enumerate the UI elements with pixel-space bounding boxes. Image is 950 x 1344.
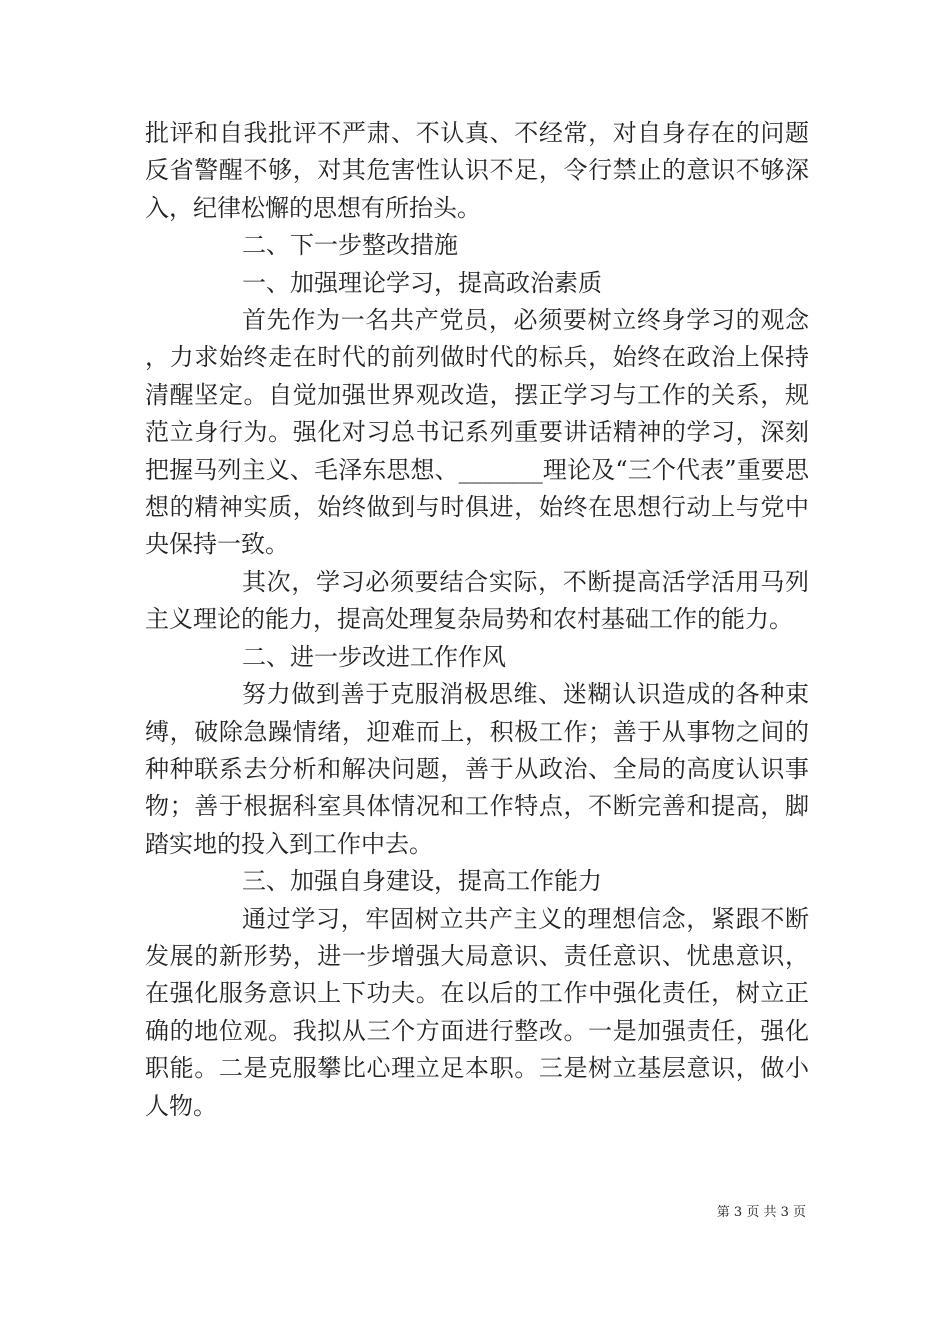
subheading-theory-study: 一、加强理论学习，提高政治素质 — [242, 268, 602, 297]
page-number-footer: 第 3 页 共 3 页 — [716, 1205, 806, 1220]
paragraph-work-style: 努力做到善于克服消极思维、迷糊认识造成的各种束缚，破除急躁情绪，迎难而上，积极工作；善于从事物之间的种种联系去分析和解决问题，善于从政治、全局的高度认识事物；善于根据科室具体情况和工作特点，不断完善和提高，脚踏实地的投入到工作中去。 — [145, 680, 809, 858]
paragraph-continued: 批评和自我批评不严肃、不认真、不经常，对自身存在的问题反省警醒不够，对其危害性认识不足，令行禁止的意识不够深入，纪律松懈的思想有所抬头。 — [145, 119, 809, 222]
paragraph-theory-study: 首先作为一名共产党员，必须要树立终身学习的观念，力求始终走在时代的前列做时代的标兵，始终在政治上保持清醒坚定。自觉加强世界观改造，摆正学习与工作的关系，规范立身行为。强化对习总书记系列重要讲话精神的学习，深刻把握马列主义、毛泽东思想、_______理论及“三个代表”重要思想的精神实质，始终做到与时俱进，始终在思想行动上与党中央保持一致。 — [145, 306, 809, 559]
document-body — [145, 115, 809, 1125]
subheading-work-style: 二、进一步改进工作作风 — [242, 642, 506, 671]
section-heading-next-steps: 二、下一步整改措施 — [242, 231, 458, 260]
paragraph-self-building: 通过学习，牢固树立共产主义的理想信念，紧跟不断发展的新形势，进一步增强大局意识、责任意识、忧患意识，在强化服务意识上下功夫。在以后的工作中强化责任，树立正确的地位观。我拟从三个方面进行整改。一是加强责任，强化职能。二是克服攀比心理立足本职。三是树立基层意识，做小人物。 — [145, 904, 809, 1120]
subheading-self-building: 三、加强自身建设，提高工作能力 — [242, 867, 602, 896]
paragraph-practice: 其次，学习必须要结合实际，不断提高活学活用马列主义理论的能力，提高处理复杂局势和农村基础工作的能力。 — [145, 567, 809, 634]
